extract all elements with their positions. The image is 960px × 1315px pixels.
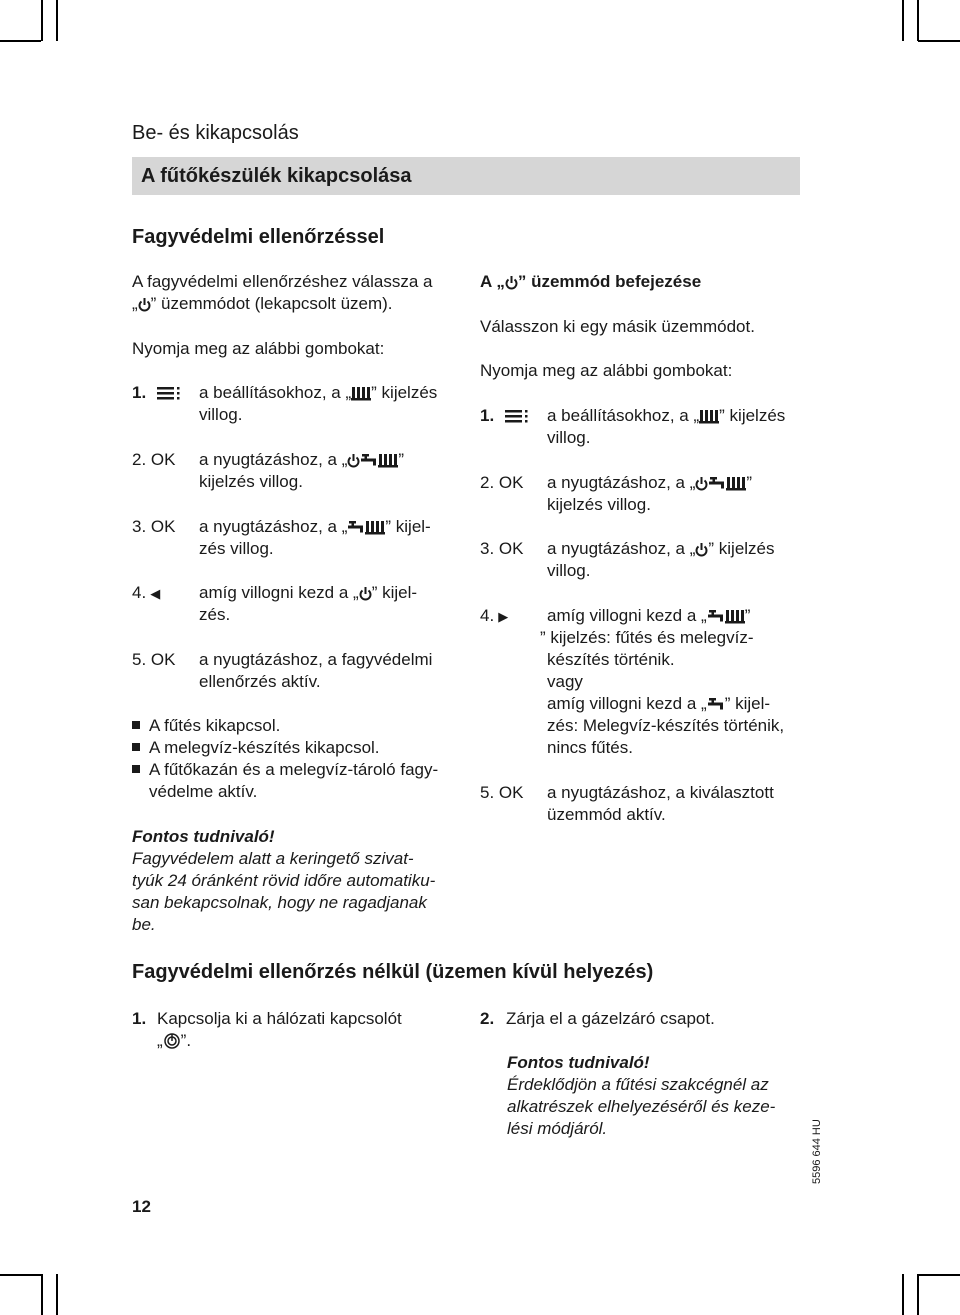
power-standby-icon bbox=[359, 586, 372, 601]
crop-mark bbox=[41, 1274, 43, 1315]
power-standby-icon bbox=[505, 275, 518, 290]
crop-mark bbox=[902, 0, 904, 41]
menu-icon bbox=[505, 409, 529, 424]
step-text: amíg villogni kezd a „ bbox=[199, 583, 359, 602]
right-heading: A „ ” üzemmód befejezése bbox=[480, 272, 702, 291]
section-title: Be- és kikapcsolás bbox=[132, 122, 299, 144]
crop-mark bbox=[56, 0, 58, 41]
radiator-icon bbox=[351, 386, 371, 401]
step-number: 2. bbox=[480, 1009, 495, 1028]
step-text: amíg villogni kezd a „ bbox=[547, 606, 707, 625]
step-text: a nyugtázáshoz, a kiválasztott bbox=[547, 783, 774, 802]
step-text: Zárja el a gázelzáró csapot. bbox=[506, 1009, 715, 1028]
arrow-left-icon: ◀ bbox=[150, 586, 161, 601]
bullet-icon bbox=[132, 743, 140, 751]
step-text: zés. bbox=[199, 605, 231, 624]
power-standby-icon bbox=[695, 476, 708, 491]
crop-mark bbox=[41, 0, 43, 41]
left-intro bbox=[132, 271, 462, 315]
bullet-list bbox=[132, 715, 462, 803]
tap-water-icon bbox=[707, 609, 725, 624]
crop-mark bbox=[917, 0, 919, 41]
intro-line: „ ” üzemmódot (lekapcsolt üzem). bbox=[132, 294, 393, 313]
tap-water-icon bbox=[707, 697, 725, 712]
tap-water-icon bbox=[708, 476, 726, 491]
power-standby-icon bbox=[695, 542, 708, 557]
step-number: 2. OK bbox=[480, 473, 524, 492]
step-text: zés: Melegvíz-készítés történik, bbox=[547, 716, 785, 735]
radiator-icon bbox=[365, 520, 385, 535]
step-number: 5. OK bbox=[132, 650, 176, 669]
step-number: 5. OK bbox=[480, 783, 524, 802]
doc-code: 5596 644 HU bbox=[811, 1119, 823, 1184]
power-switch-icon bbox=[163, 1033, 181, 1049]
step-text: vagy bbox=[547, 672, 583, 691]
step-text: villog. bbox=[547, 428, 591, 447]
step-text: a nyugtázáshoz, a „ bbox=[199, 517, 348, 536]
note-line: Érdeklődjön a fűtési szakcégnél az bbox=[507, 1075, 769, 1094]
title-bar bbox=[132, 157, 800, 195]
step-text: villog. bbox=[547, 561, 591, 580]
step-text: a beállításokhoz, a „ bbox=[199, 383, 352, 402]
step-text: villog. bbox=[199, 405, 243, 424]
right-step-4: 4. ▶ amíg villogni kezd a „ ” ” kijelzés: fűtés és melegvíz- készítés történik. vagy amíg villogni kezd a „ ” kijel- zés: Melegvíz-készítés történik, nincs fűtés. bbox=[480, 606, 785, 757]
radiator-icon bbox=[725, 609, 745, 624]
step-text: amíg villogni kezd a „ bbox=[547, 694, 707, 713]
step-text: Kapcsolja ki a hálózati kapcsolót bbox=[157, 1009, 402, 1028]
bottom-heading: Fagyvédelmi ellenőrzés nélkül (üzemen kívül helyezés) bbox=[132, 961, 654, 983]
left-note bbox=[132, 826, 472, 936]
arrow-right-icon: ▶ bbox=[498, 609, 509, 624]
step-number: 3. OK bbox=[480, 539, 524, 558]
tap-water-icon bbox=[347, 520, 365, 535]
left-step-3: 3. OK a nyugtázáshoz, a „ ” kijel- zés villog. bbox=[132, 517, 431, 558]
power-standby-icon bbox=[347, 453, 360, 468]
step-text: a nyugtázáshoz, a „ bbox=[199, 450, 348, 469]
note-line: be. bbox=[132, 915, 156, 934]
note-line: lési módjáról. bbox=[507, 1119, 608, 1138]
radiator-icon bbox=[699, 409, 719, 424]
bullet-item-continued: védelme aktív. bbox=[149, 782, 258, 801]
note-line: alkatrészek elhelyezéséről és keze- bbox=[507, 1097, 776, 1116]
bullet-item: A fűtés kikapcsol. bbox=[132, 715, 462, 737]
power-standby-icon bbox=[138, 297, 151, 312]
step-text: kijelzés villog. bbox=[547, 495, 651, 514]
radiator-icon bbox=[378, 453, 398, 468]
step-text: készítés történik. bbox=[547, 650, 675, 669]
menu-icon bbox=[157, 386, 181, 401]
step-text: ” kijelzés: fűtés és melegvíz- bbox=[540, 628, 754, 647]
step-text: ellenőrzés aktív. bbox=[199, 672, 321, 691]
bullet-item: A fűtőkazán és a melegvíz-tároló fagy- bbox=[132, 759, 462, 781]
bullet-icon bbox=[132, 765, 140, 773]
tap-water-icon bbox=[360, 453, 378, 468]
step-text: zés villog. bbox=[199, 539, 274, 558]
note-title: Fontos tudnivaló! bbox=[507, 1053, 650, 1072]
step-text: kijelzés villog. bbox=[199, 472, 303, 491]
step-text: a nyugtázáshoz, a fagyvédelmi bbox=[199, 650, 433, 669]
left-step-1: 1. a beállításokhoz, a „ ” kijelzés villog. bbox=[132, 383, 438, 424]
note-line: san bekapcsolnak, hogy ne ragadjanak bbox=[132, 893, 427, 912]
crop-mark bbox=[0, 40, 41, 42]
crop-mark bbox=[918, 1274, 960, 1276]
left-step-2: 2. OK a nyugtázáshoz, a „ ” kijelzés villog. bbox=[132, 450, 405, 491]
note-line: Fagyvédelem alatt a keringető szivat- bbox=[132, 849, 414, 868]
left-press: Nyomja meg az alábbi gombokat: bbox=[132, 339, 385, 358]
note-line: tyúk 24 óránként rövid időre automatiku- bbox=[132, 871, 436, 890]
crop-mark bbox=[918, 40, 960, 42]
step-number: 4. bbox=[480, 606, 495, 625]
radiator-icon bbox=[726, 476, 746, 491]
step-number: 3. OK bbox=[132, 517, 176, 536]
right-choose: Válasszon ki egy másik üzemmódot. bbox=[480, 317, 755, 336]
note-title: Fontos tudnivaló! bbox=[132, 827, 275, 846]
step-number: 1. bbox=[132, 1009, 147, 1028]
crop-mark bbox=[917, 1274, 919, 1315]
crop-mark bbox=[56, 1274, 58, 1315]
right-step-2: 2. OK a nyugtázáshoz, a „ ” kijelzés villog. bbox=[480, 473, 753, 514]
right-step-3: 3. OK a nyugtázáshoz, a „ ” kijelzés villog. bbox=[480, 539, 775, 580]
right-step-5 bbox=[480, 782, 820, 826]
step-number: 4. bbox=[132, 583, 147, 602]
bullet-item: A melegvíz-készítés kikapcsol. bbox=[132, 737, 462, 759]
step-number: 1. bbox=[132, 383, 147, 402]
step-text: a nyugtázáshoz, a „ bbox=[547, 473, 696, 492]
crop-mark bbox=[0, 1274, 41, 1276]
page-title: A fűtőkészülék kikapcsolása bbox=[141, 165, 412, 187]
bottom-note bbox=[507, 1052, 807, 1140]
bottom-step-2 bbox=[480, 1008, 810, 1030]
left-step-4: 4. ◀ amíg villogni kezd a „ ” kijel- zés. bbox=[132, 583, 418, 624]
step-text: a nyugtázáshoz, a „ bbox=[547, 539, 696, 558]
bottom-step-1: 1. Kapcsolja ki a hálózati kapcsolót „ ”. bbox=[132, 1009, 402, 1050]
page-number: 12 bbox=[132, 1197, 151, 1216]
left-step-5 bbox=[132, 649, 462, 693]
right-press: Nyomja meg az alábbi gombokat: bbox=[480, 361, 733, 380]
crop-mark bbox=[902, 1274, 904, 1315]
step-text: nincs fűtés. bbox=[547, 738, 633, 757]
bullet-icon bbox=[132, 721, 140, 729]
step-number: 1. bbox=[480, 406, 495, 425]
intro-line: A fagyvédelmi ellenőrzéshez válassza a bbox=[132, 272, 433, 291]
right-step-1: 1. a beállításokhoz, a „ ” kijelzés villog. bbox=[480, 406, 786, 447]
left-heading: Fagyvédelmi ellenőrzéssel bbox=[132, 226, 385, 248]
step-text: a beállításokhoz, a „ bbox=[547, 406, 700, 425]
step-text: üzemmód aktív. bbox=[547, 805, 666, 824]
step-number: 2. OK bbox=[132, 450, 176, 469]
